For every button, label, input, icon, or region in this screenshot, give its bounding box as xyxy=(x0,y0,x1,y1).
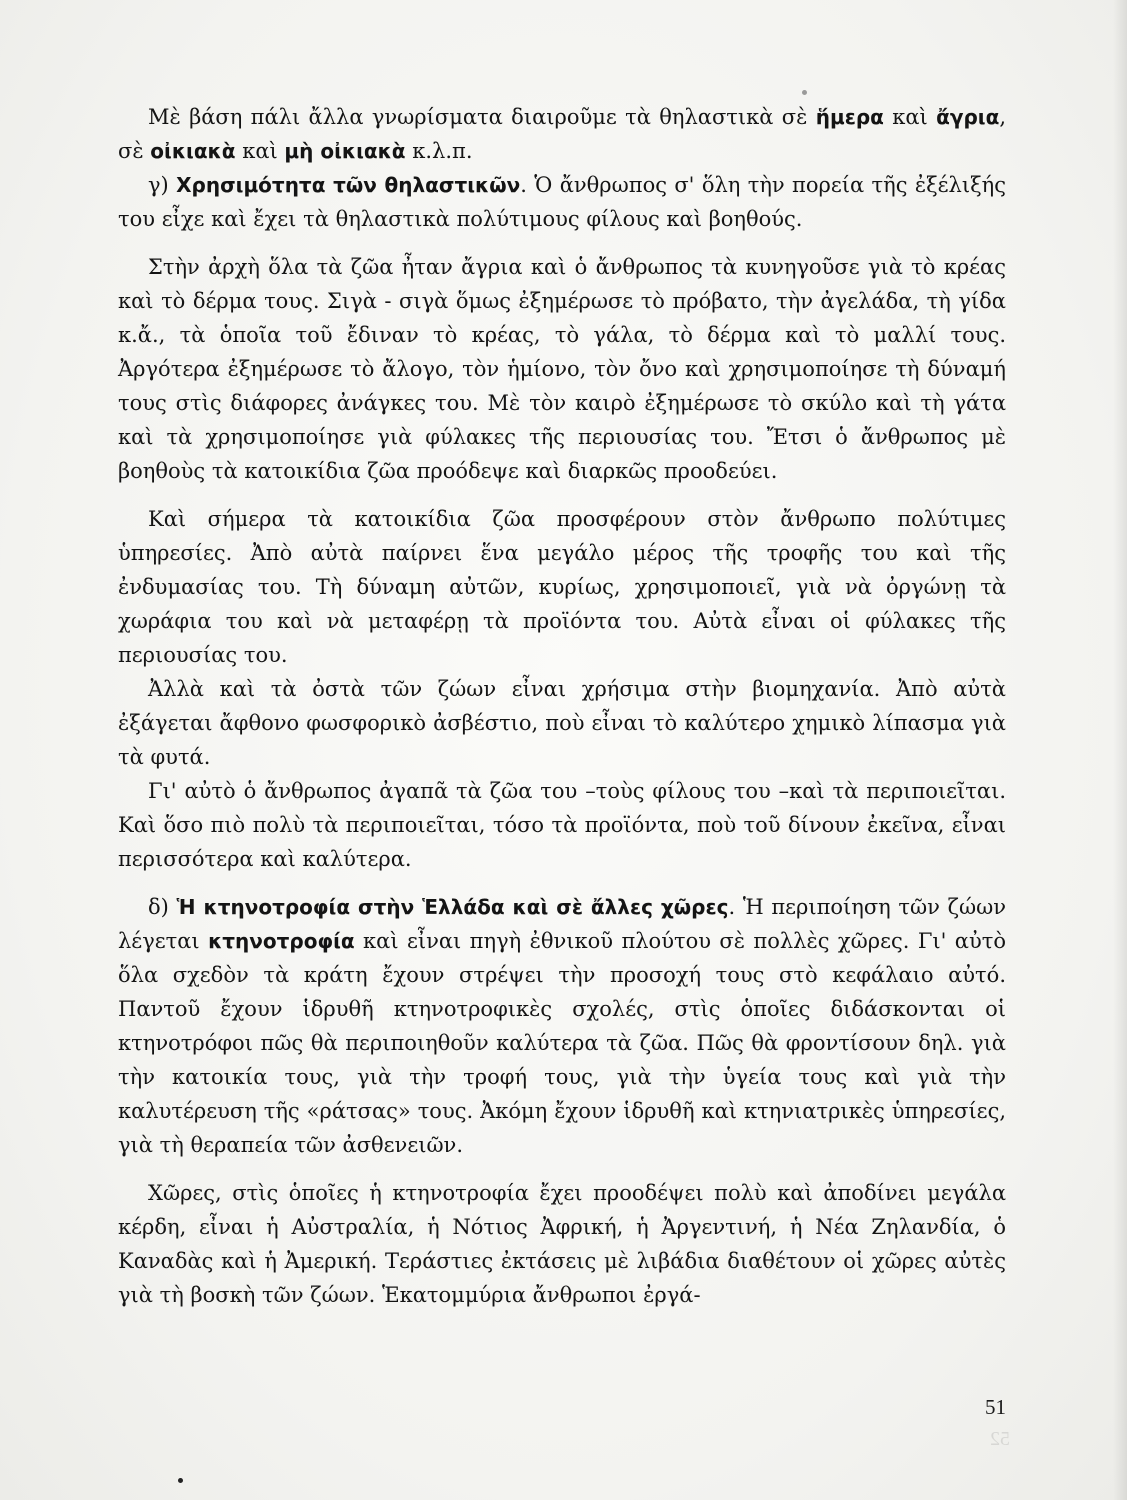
body-text xyxy=(118,100,1006,1312)
section-livestock: δ) Ἡ κτηνοτροφία στὴν Ἑλλάδα καὶ σὲ ἄλλες χῶρες. Ἡ περιποίηση τῶν ζώων λέγεται κτηνοτροφία καὶ εἶναι πηγὴ ἐθνικοῦ πλούτου σὲ πολλὲς χῶρες. Γι' αὐτὸ ὅλα σχεδὸν τὰ κράτη ἔχουν στρέψει τὴν προσοχή τους στὸ κεφάλαιο αὐτό. Παντοῦ ἔχουν ἱδρυθῆ κτηνοτροφικὲς σχολές, στὶς ὁποῖες διδάσκονται οἱ κτηνοτρόφοι πῶς θὰ περιποιηθοῦν καλύτερα τὰ ζῶα. Πῶς θὰ φροντίσουν δηλ. γιὰ τὴν κατοικία τους, γιὰ τὴν τροφή τους, γιὰ τὴν ὑγεία τους καὶ γιὰ τὴν καλυτέρευση τῆς «ράτσας» τους. Ἀκόμη ἔχουν ἱδρυθῆ καὶ κτηνιατρικὲς ὑπηρεσίες, γιὰ τὴ θεραπεία τῶν ἀσθενειῶν. xyxy=(118,895,1007,1157)
section-usefulness: γ) Χρησιμότητα τῶν θηλαστικῶν. Ὁ ἄνθρωπος σ' ὅλη τὴν πορεία τῆς ἐξέλιξής του εἶχε καὶ ἔχει τὰ θηλαστικὰ πολύτιμους φίλους καὶ βοηθούς. xyxy=(118,173,1007,231)
page-number: 51 xyxy=(985,1395,1006,1419)
section-heading: Ἡ κτηνοτροφία στὴν Ἑλλάδα καὶ σὲ ἄλλες χῶρες xyxy=(176,895,729,919)
paragraph-classification: Μὲ βάση πάλι ἄλλα γνωρίσματα διαιροῦμε τὰ θηλαστικὰ σὲ ἥμερα καὶ ἄγρια, σὲ οἰκιακὰ καὶ μὴ οἰκιακὰ κ.λ.π. xyxy=(118,105,1007,163)
paragraph-services: Καὶ σήμερα τὰ κατοικίδια ζῶα προσφέρουν στὸν ἄνθρωπο πολύτιμες ὑπηρεσίες. Ἀπὸ αὐτὰ παίρνει ἕνα μεγάλο μέρος τῆς τροφῆς του καὶ τῆς ἐνδυμασίας του. Τὴ δύναμη αὐτῶν, κυρίως, χρησιμοποιεῖ, γιὰ νὰ ὀργώνῃ τὰ χωράφια του καὶ νὰ μεταφέρῃ τὰ προϊόντα του. Αὐτὰ εἶναι οἱ φύλακες τῆς περιουσίας του. xyxy=(118,507,1006,667)
paragraph-bones: Ἀλλὰ καὶ τὰ ὀστὰ τῶν ζώων εἶναι χρήσιμα στὴν βιομηχανία. Ἀπὸ αὐτὰ ἐξάγεται ἄφθονο φωσφορικὸ ἀσβέστιο, ποὺ εἶναι τὸ καλύτερο χημικὸ λίπασμα γιὰ τὰ φυτά. xyxy=(118,677,1006,769)
section-heading: Χρησιμότητα τῶν θηλαστικῶν xyxy=(176,173,521,197)
paragraph-domestication: Στὴν ἀρχὴ ὅλα τὰ ζῶα ἦταν ἄγρια καὶ ὁ ἄνθρωπος τὰ κυνηγοῦσε γιὰ τὸ κρέας καὶ τὸ δέρμα τους. Σιγὰ - σιγὰ ὅμως ἐξημέρωσε τὸ πρόβατο, τὴν ἀγελάδα, τὴ γίδα κ.ἄ., τὰ ὁποῖα τοῦ ἔδιναν τὸ κρέας, τὸ γάλα, τὸ δέρμα καὶ τὸ μαλλί τους. Ἀργότερα ἐξημέρωσε τὸ ἄλογο, τὸν ἡμίονο, τὸν ὄνο καὶ χρησιμοποίησε τὴ δύναμή τους στὶς διάφορες ἀνάγκες του. Μὲ τὸν καιρὸ ἐξημέρωσε τὸ σκύλο καὶ τὴ γάτα καὶ τὰ χρησιμοποίησε γιὰ φύλακες τῆς περιουσίας του. Ἔτσι ὁ ἄνθρωπος μὲ βοηθοὺς τὰ κατοικίδια ζῶα προόδεψε καὶ διαρκῶς προοδεύει. xyxy=(118,255,1006,483)
paragraph-care: Γι' αὐτὸ ὁ ἄνθρωπος ἀγαπᾶ τὰ ζῶα του –τοὺς φίλους του –καὶ τὰ περιποιεῖται. Καὶ ὅσο πιὸ πολὺ τὰ περιποιεῖται, τόσο τὰ προϊόντα, ποὺ τοῦ δίνουν ἐκεῖνα, εἶναι περισσότερα καὶ καλύτερα. xyxy=(118,779,1006,871)
ink-speck xyxy=(178,1478,183,1483)
show-through-page-number: 52 xyxy=(990,1428,1010,1450)
page-edge-shadow xyxy=(1113,0,1127,1500)
paragraph-countries: Χῶρες, στὶς ὁποῖες ἡ κτηνοτροφία ἔχει προοδέψει πολὺ καὶ ἀποδίνει μεγάλα κέρδη, εἶναι ἡ Αὐστραλία, ἡ Νότιος Ἀφρική, ἡ Ἀργεντινή, ἡ Νέα Ζηλανδία, ὁ Καναδὰς καὶ ἡ Ἀμερική. Τεράστιες ἐκτάσεις μὲ λιβάδια διαθέτουν οἱ χῶρες αὐτὲς γιὰ τὴ βοσκὴ τῶν ζώων. Ἑκατομμύρια ἄνθρωποι ἐργά- xyxy=(118,1181,1006,1307)
ink-speck xyxy=(802,90,807,95)
